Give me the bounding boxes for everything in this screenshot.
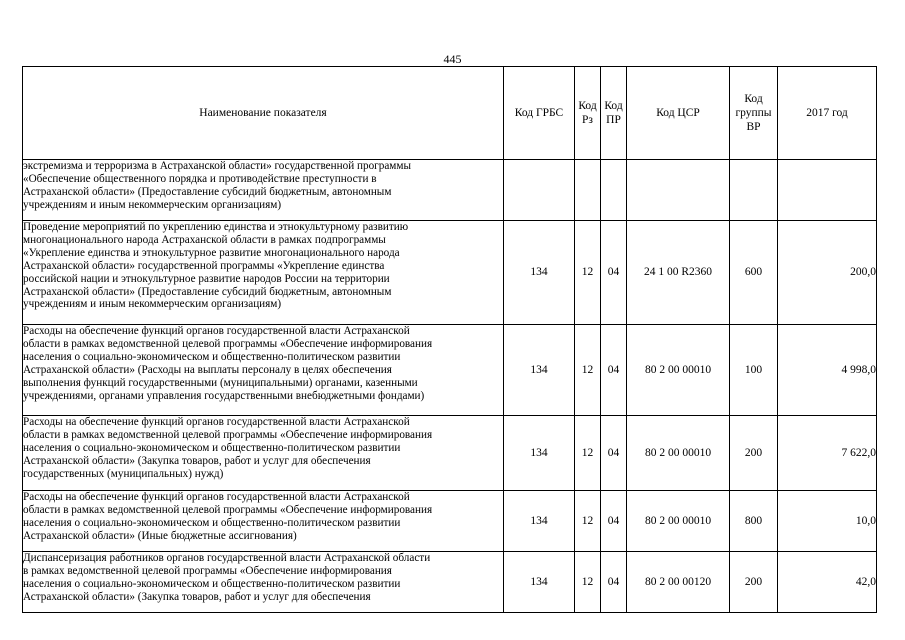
amount-cell: 200,0 [778, 221, 877, 325]
vr-cell: 200 [730, 552, 778, 613]
text-line: Астраханской области» (Предоставление субсидий бюджетным, автономным [23, 285, 392, 298]
grbs-cell: 134 [504, 491, 575, 552]
text-line: Астраханской области» (Закупка товаров, работ и услуг для обеспечения [23, 454, 371, 467]
column-header-year: 2017 год [778, 67, 877, 160]
rz-cell: 12 [575, 416, 601, 491]
amount-cell: 42,0 [778, 552, 877, 613]
vr-cell: 100 [730, 325, 778, 416]
table-header-row [23, 67, 877, 160]
text-line: учреждениям и иным некоммерческим организациям) [23, 198, 282, 211]
table-row [23, 416, 877, 491]
amount-cell: 7 622,0 [778, 416, 877, 491]
grbs-cell: 134 [504, 325, 575, 416]
text-line: области в рамках ведомственной целевой программы «Обеспечение информирования [23, 428, 433, 441]
column-header-grbs: Код ГРБС [504, 67, 575, 160]
vr-cell: 800 [730, 491, 778, 552]
text-line: области в рамках ведомственной целевой программы «Обеспечение информирования [23, 337, 433, 350]
page-number: 445 [443, 52, 462, 66]
text-line: экстремизма и терроризма в Астраханской области» государственной программы [23, 160, 411, 172]
vr-cell [730, 160, 778, 221]
grbs-cell: 134 [504, 221, 575, 325]
text-line: в рамках ведомственной целевой программы «Обеспечение информирования [23, 564, 392, 577]
rz-cell: 12 [575, 552, 601, 613]
text-line: Проведение мероприятий по укреплению единства и этнокультурному развитию [23, 221, 409, 233]
text-line: государственных (муниципальных) нужд) [23, 467, 224, 480]
csr-cell: 80 2 00 00010 [627, 325, 730, 416]
vr-cell: 600 [730, 221, 778, 325]
text-line: учреждениям и иным некоммерческим организациям) [23, 298, 282, 311]
text-line: выполнения функций государственными (муниципальными) органами, казенными [23, 376, 418, 389]
text-line: Астраханской области» государственной программы «Укрепление единства [23, 259, 385, 272]
indicator-name-cell [23, 416, 504, 491]
text-line: Диспансеризация работников органов государственной власти Астраханской области [23, 552, 431, 564]
rz-cell: 12 [575, 325, 601, 416]
csr-cell: 80 2 00 00120 [627, 552, 730, 613]
table-row [23, 160, 877, 221]
text-line: населения о социально-экономическом и общественно-политическом развитии [23, 577, 401, 590]
indicator-name-cell [23, 160, 504, 221]
column-header-rz: Код Рз [575, 67, 601, 160]
text-line: учреждениями, органами управления государственными внебюджетными фондами) [23, 389, 425, 402]
pr-cell: 04 [601, 491, 627, 552]
rz-cell: 12 [575, 221, 601, 325]
column-header-csr: Код ЦСР [627, 67, 730, 160]
text-line: многонационального народа Астраханской области в рамках подпрограммы [23, 233, 386, 246]
csr-cell: 80 2 00 00010 [627, 491, 730, 552]
grbs-cell: 134 [504, 416, 575, 491]
column-header-vr: Код группы ВР [730, 67, 778, 160]
grbs-cell: 134 [504, 552, 575, 613]
text-line: Расходы на обеспечение функций органов государственной власти Астраханской [23, 325, 410, 337]
vr-cell: 200 [730, 416, 778, 491]
pr-cell: 04 [601, 552, 627, 613]
indicator-name-cell [23, 325, 504, 416]
text-line: области в рамках ведомственной целевой программы «Обеспечение информирования [23, 503, 433, 516]
text-line: «Обеспечение общественного порядка и противодействие преступности в [23, 172, 377, 185]
csr-cell: 24 1 00 R2360 [627, 221, 730, 325]
text-line: Расходы на обеспечение функций органов государственной власти Астраханской [23, 491, 410, 503]
rz-cell [575, 160, 601, 221]
text-line: Астраханской области» (Иные бюджетные ассигнования) [23, 529, 297, 542]
text-line: населения о социально-экономическом и общественно-политическом развитии [23, 441, 401, 454]
column-header-pr: Код ПР [601, 67, 627, 160]
text-line: Астраханской области» (Расходы на выплаты персоналу в целях обеспечения [23, 363, 392, 376]
pr-cell [601, 160, 627, 221]
text-line: населения о социально-экономическом и общественно-политическом развитии [23, 350, 401, 363]
text-line: Расходы на обеспечение функций органов государственной власти Астраханской [23, 416, 410, 428]
indicator-name-cell [23, 552, 504, 613]
pr-cell: 04 [601, 221, 627, 325]
grbs-cell [504, 160, 575, 221]
table-row [23, 221, 877, 325]
amount-cell: 4 998,0 [778, 325, 877, 416]
csr-cell [627, 160, 730, 221]
csr-cell: 80 2 00 00010 [627, 416, 730, 491]
budget-table [22, 66, 877, 613]
column-header-name: Наименование показателя [23, 67, 504, 160]
text-line: Астраханской области» (Закупка товаров, работ и услуг для обеспечения [23, 590, 371, 603]
table-row [23, 491, 877, 552]
pr-cell: 04 [601, 416, 627, 491]
text-line: Астраханской области» (Предоставление субсидий бюджетным, автономным [23, 185, 392, 198]
table-row [23, 325, 877, 416]
rz-cell: 12 [575, 491, 601, 552]
text-line: «Укрепление единства и этнокультурное развитие многонационального народа [23, 246, 400, 259]
amount-cell: 10,0 [778, 491, 877, 552]
table-row [23, 552, 877, 613]
text-line: российской нации и этнокультурное развитие народов России на территории [23, 272, 390, 285]
indicator-name-cell [23, 491, 504, 552]
text-line: населения о социально-экономическом и общественно-политическом развитии [23, 516, 401, 529]
amount-cell [778, 160, 877, 221]
indicator-name-cell [23, 221, 504, 325]
pr-cell: 04 [601, 325, 627, 416]
